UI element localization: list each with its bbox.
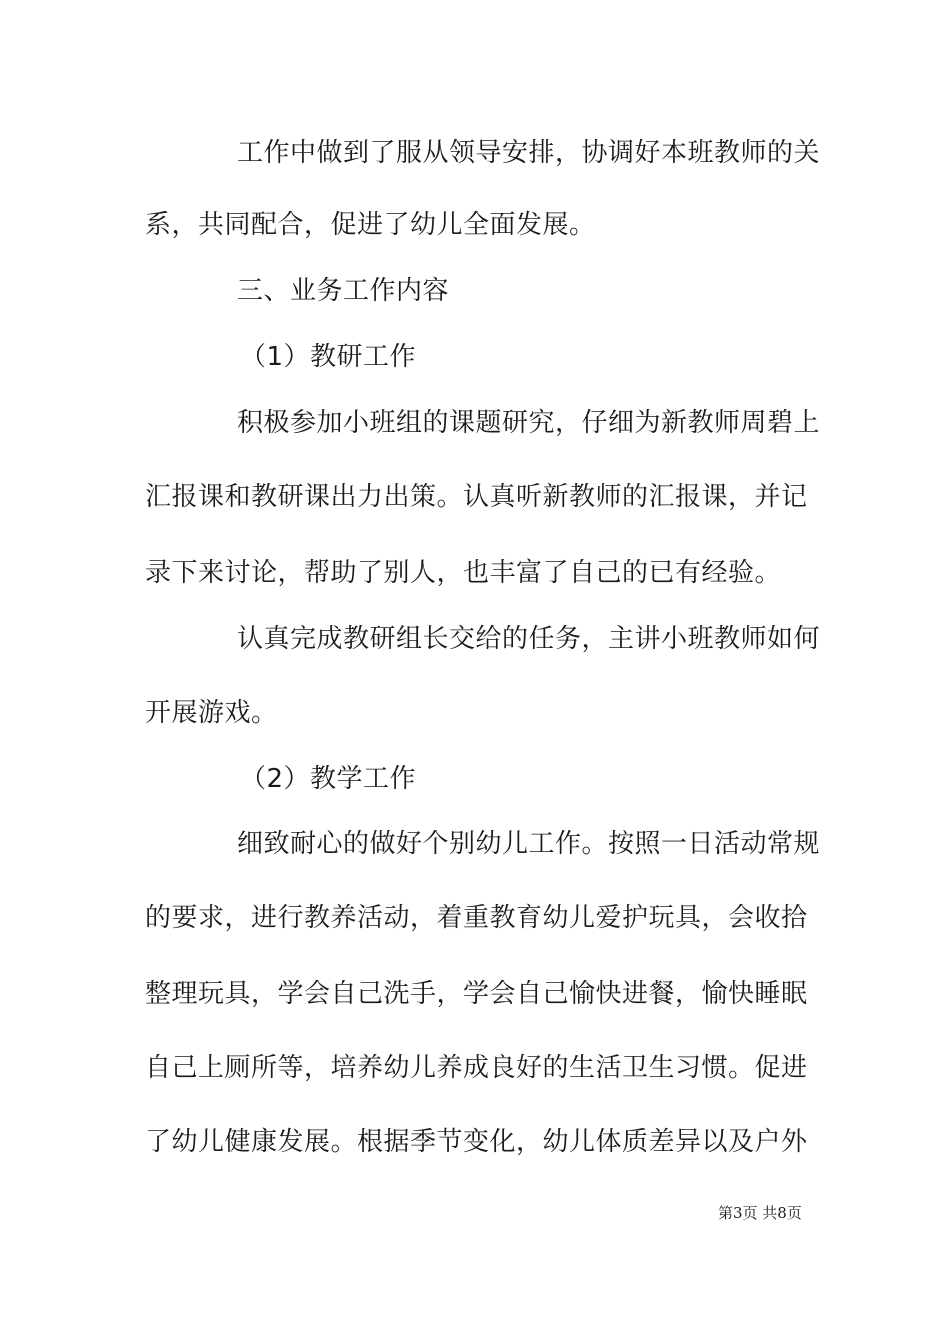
body-text-line: 录下来讨论，帮助了别人，也丰富了自己的已有经验。	[145, 558, 782, 588]
body-text-line: 自己上厕所等，培养幼儿养成良好的生活卫生习惯。促进	[145, 1053, 808, 1083]
subsection-heading: （1）教研工作	[240, 342, 417, 372]
body-text-line: 认真完成教研组长交给的任务，主讲小班教师如何	[237, 624, 821, 654]
body-text-line: 开展游戏。	[145, 698, 278, 728]
subsection-heading: （2）教学工作	[240, 764, 417, 794]
body-text-line: 工作中做到了服从领导安排，协调好本班教师的关	[237, 138, 821, 168]
body-text-line: 细致耐心的做好个别幼儿工作。按照一日活动常规	[237, 829, 821, 859]
body-text-line: 积极参加小班组的课题研究，仔细为新教师周碧上	[237, 408, 821, 438]
body-text-line: 了幼儿健康发展。根据季节变化，幼儿体质差异以及户外	[145, 1127, 808, 1157]
section-heading: 三、业务工作内容	[237, 276, 450, 306]
body-text-line: 汇报课和教研课出力出策。认真听新教师的汇报课，并记	[145, 482, 808, 512]
body-text-line: 整理玩具，学会自己洗手，学会自己愉快进餐，愉快睡眠	[145, 979, 808, 1009]
body-text-line: 的要求，进行教养活动，着重教育幼儿爱护玩具，会收拾	[145, 903, 808, 933]
page-number-footer: 第3页 共8页	[718, 1204, 802, 1222]
body-text-line: 系，共同配合，促进了幼儿全面发展。	[145, 210, 596, 240]
